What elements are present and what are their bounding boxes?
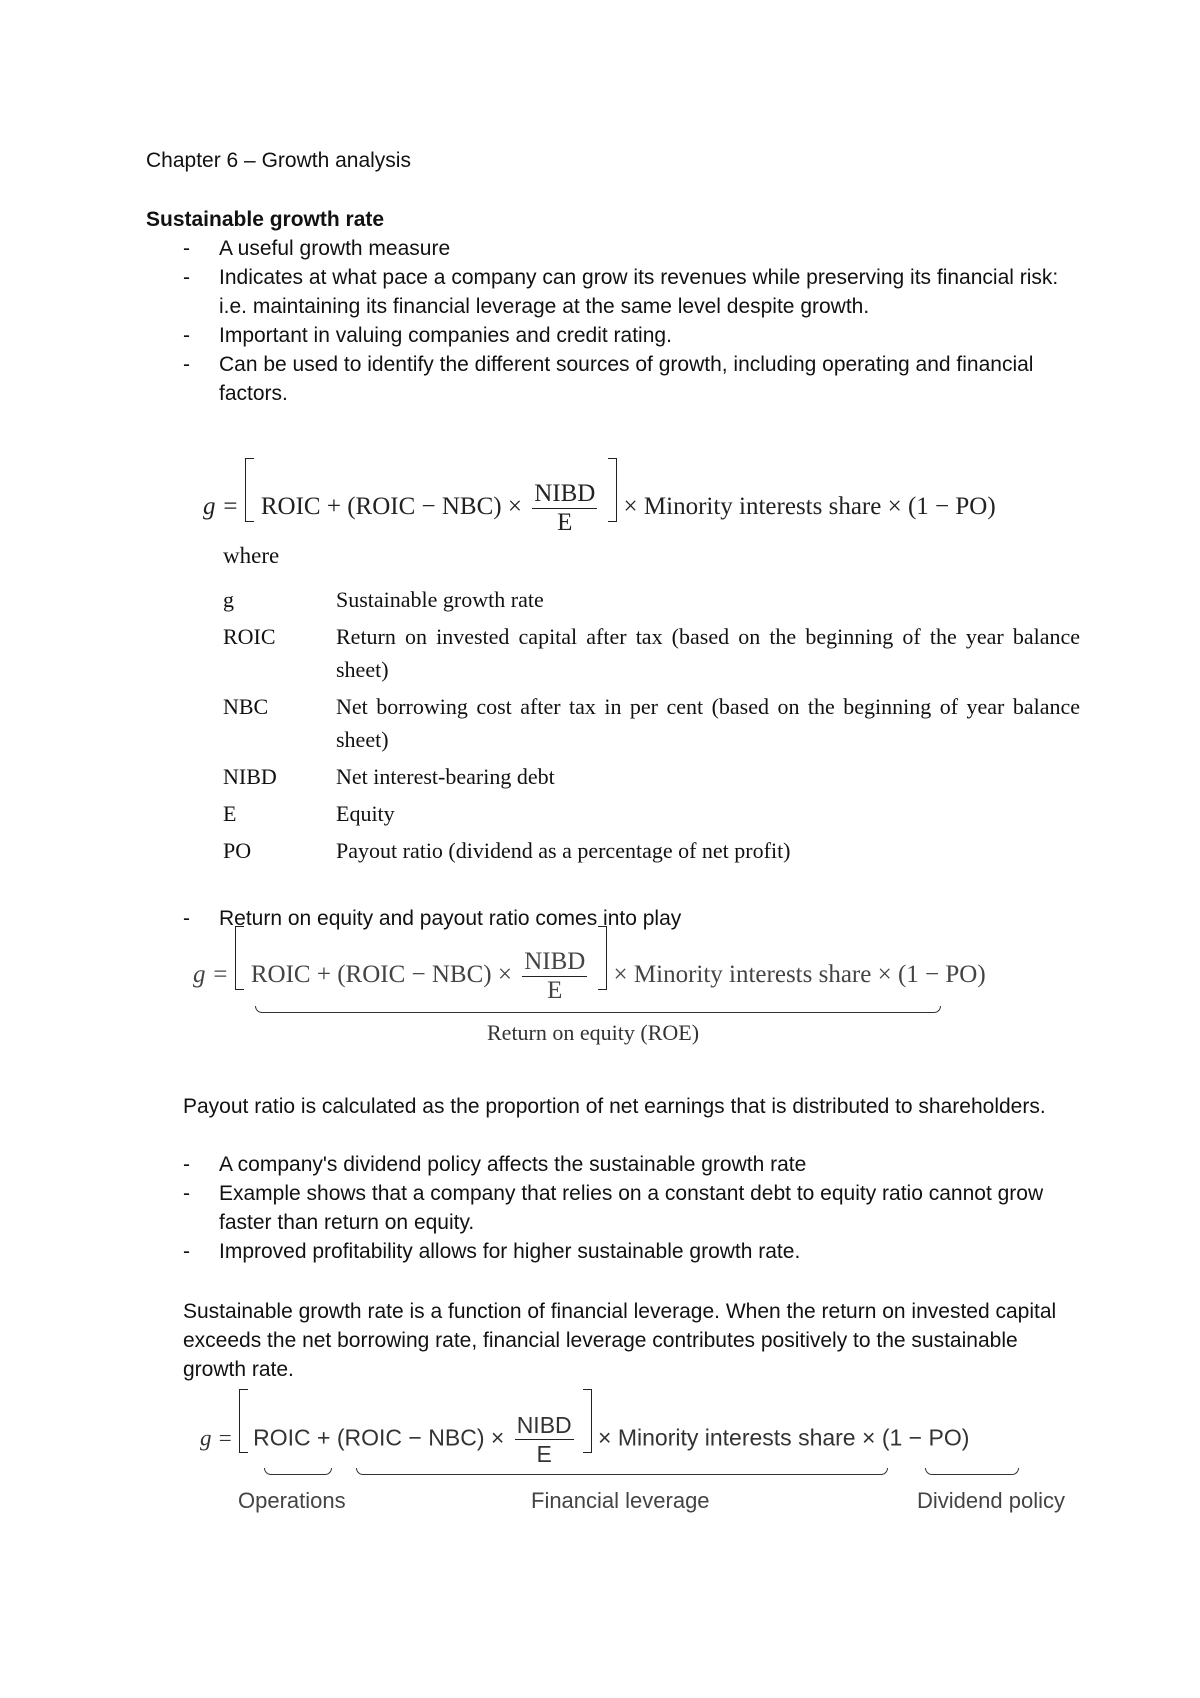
operations-underbrace bbox=[264, 1468, 332, 1475]
roe-underbrace bbox=[255, 1006, 941, 1013]
chapter-title: Chapter 6 – Growth analysis bbox=[146, 149, 411, 172]
financial-leverage-label: Financial leverage bbox=[531, 1488, 710, 1513]
list-item: - Example shows that a company that relies on a constant debt to equity ratio cannot grow faster than return on equity. bbox=[183, 1182, 1044, 1234]
roe-label: Return on equity (ROE) bbox=[487, 1020, 700, 1045]
section-heading: Sustainable growth rate bbox=[146, 208, 385, 231]
definition-row: g Sustainable growth rate bbox=[223, 587, 544, 612]
list-item: - Improved profitability allows for higher sustainable growth rate. bbox=[183, 1240, 801, 1263]
leverage-paragraph: Sustainable growth rate is a function of financial leverage. When the return on invested capital exceeds the net borrowing rate, financial leverage contributes positively to the sustainable growth rate. bbox=[183, 1300, 1057, 1381]
financial-leverage-underbrace bbox=[356, 1468, 888, 1475]
payout-paragraph: Payout ratio is calculated as the proportion of net earnings that is distributed to shareholders. bbox=[183, 1095, 1046, 1118]
list-item: - A useful growth measure bbox=[183, 237, 451, 260]
definitions-list bbox=[223, 583, 1080, 871]
definition-row: NBC Net borrowing cost after tax in per cent (based on the beginning of year balance sheet) bbox=[223, 694, 1080, 752]
definition-row: E Equity bbox=[223, 801, 395, 826]
dividend-policy-label: Dividend policy bbox=[917, 1488, 1065, 1513]
list-item: - Can be used to identify the different sources of growth, including operating and financial factors. bbox=[183, 353, 1034, 405]
growth-formula-1: g = ROIC + (ROIC − NBC) × $\frac{\text{NIBD}}{E}$ × Minority interests share × (1 − PO) bbox=[203, 480, 996, 537]
operations-label: Operations bbox=[238, 1488, 346, 1513]
list-item: - Return on equity and payout ratio comes into play bbox=[183, 907, 682, 930]
definition-row: PO Payout ratio (dividend as a percentage of net profit) bbox=[223, 838, 791, 863]
definition-row: ROIC Return on invested capital after tax (based on the beginning of the year balance sheet) bbox=[223, 624, 1080, 682]
where-label: where bbox=[223, 543, 280, 568]
list-item: - Indicates at what pace a company can grow its revenues while preserving its financial risk: i.e. maintaining its financial leverage at the same level despite growth. bbox=[183, 266, 1059, 318]
bullet-list-dividend bbox=[146, 1150, 1086, 1266]
list-item: - Important in valuing companies and credit rating. bbox=[183, 324, 672, 347]
growth-formula-2: g = ROIC + (ROIC − NBC) × $\frac{\text{NIBD}}{E}$ × Minority interests share × (1 − PO) bbox=[193, 948, 986, 1005]
bullet-list-intro bbox=[146, 234, 1086, 408]
bullet-list-roe bbox=[146, 904, 1086, 933]
growth-formula-3: g = ROIC + (ROIC − NBC) × $\frac{\text{NIBD}}{E}$ × Minority interests share × (1 − PO) bbox=[200, 1411, 969, 1468]
list-item: - A company's dividend policy affects the sustainable growth rate bbox=[183, 1153, 807, 1176]
dividend-policy-underbrace bbox=[925, 1468, 1019, 1475]
definition-row: NIBD Net interest-bearing debt bbox=[223, 764, 555, 789]
